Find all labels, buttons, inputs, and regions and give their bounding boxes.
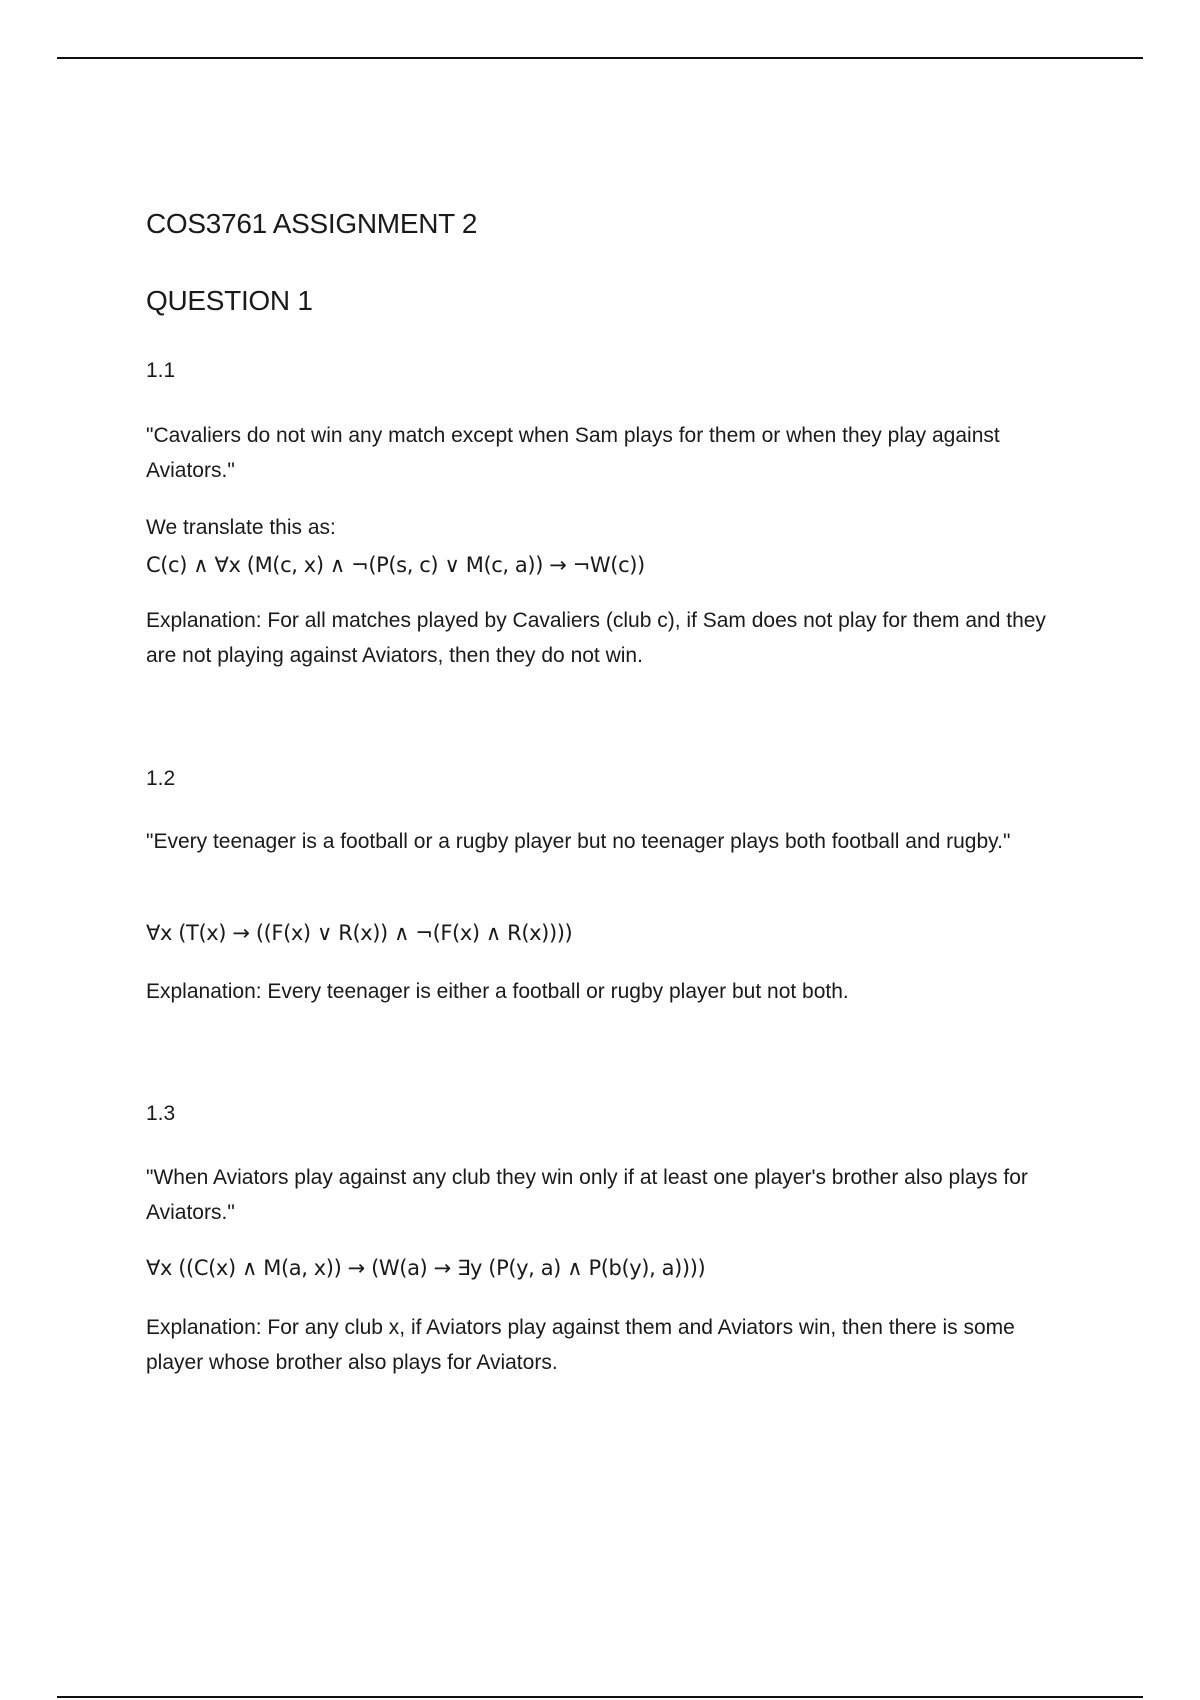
section-1-3-statement: "When Aviators play against any club they win only if at least one player's brother also plays for Aviators." [146,1166,1028,1224]
section-number-1-3: 1.3 [146,1102,176,1125]
section-1-1-explanation: Explanation: For all matches played by Cavaliers (club c), if Sam does not play for them and they are not playing against Aviators, then they do not win. [146,609,1046,667]
section-1-3-formula: ∀x ((C(x) ∧ M(a, x)) → (W(a) → ∃y (P(y, a) ∧ P(b(y), a)))) [146,1256,706,1280]
section-1-1-lead-in: We translate this as: [146,516,336,539]
question-heading: QUESTION 1 [146,285,313,316]
section-number-1-2: 1.2 [146,767,176,790]
section-1-2-formula: ∀x (T(x) → ((F(x) ∨ R(x)) ∧ ¬(F(x) ∧ R(x)))) [146,921,573,945]
section-number-1-1: 1.1 [146,359,176,382]
footer-rule [57,1696,1143,1698]
section-1-2-explanation: Explanation: Every teenager is either a football or rugby player but not both. [146,980,849,1003]
header-rule [57,57,1143,59]
section-1-3-explanation: Explanation: For any club x, if Aviators play against them and Aviators win, then there is some player whose brother also plays for Aviators. [146,1316,1015,1374]
section-1-2-statement: "Every teenager is a football or a rugby player but no teenager plays both football and rugby." [146,830,1011,853]
document-title: COS3761 ASSIGNMENT 2 [146,208,478,239]
section-1-1-statement: "Cavaliers do not win any match except when Sam plays for them or when they play against Aviators." [146,424,1000,482]
section-1-1-formula: C(c) ∧ ∀x (M(c, x) ∧ ¬(P(s, c) ∨ M(c, a)) → ¬W(c)) [146,553,645,577]
